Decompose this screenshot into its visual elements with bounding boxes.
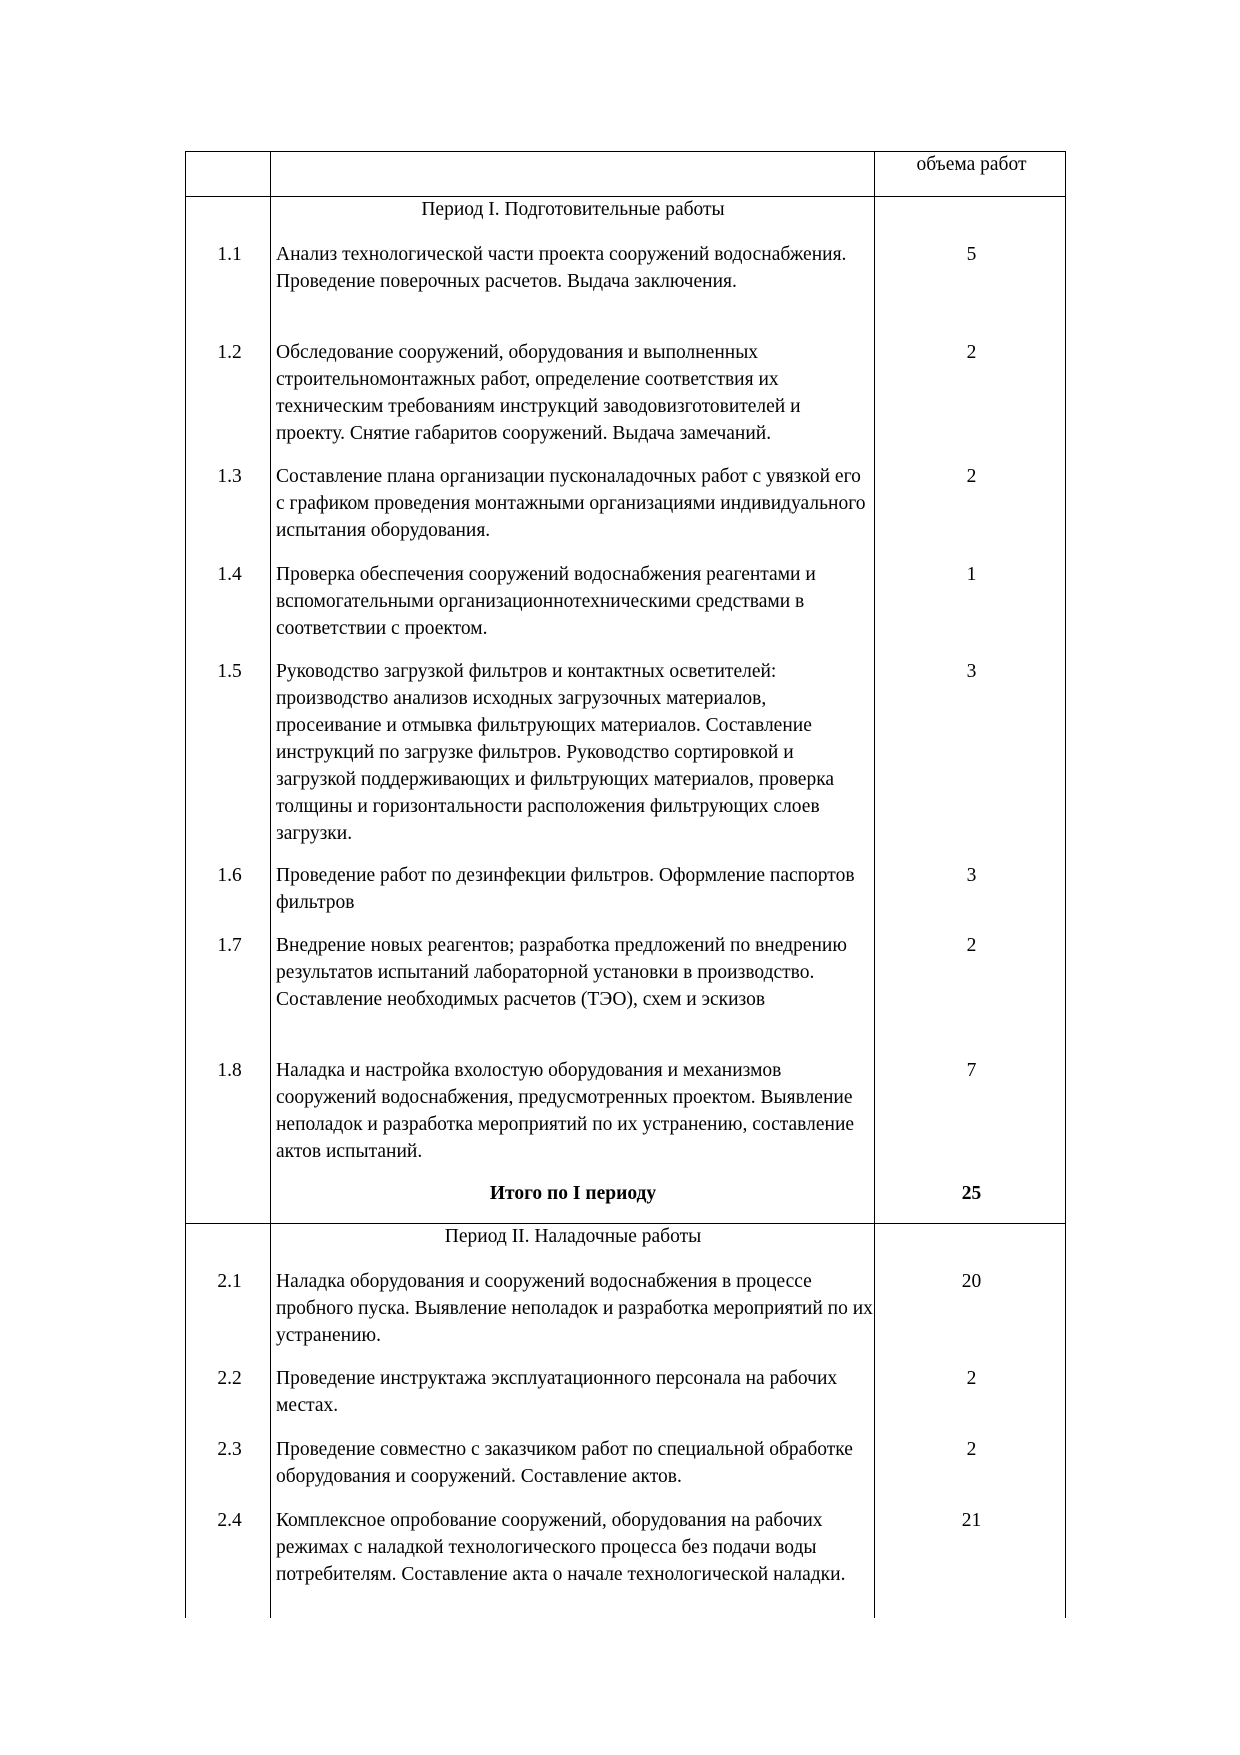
row-description: Проведение работ по дезинфекции фильтров. Оформление паспортов фильтров bbox=[276, 865, 855, 913]
row-description: Внедрение новых реагентов; разработка предложений по внедрению результатов испытаний лабораторной установки в производство. Составление необходимых расчетов (ТЭО), схем и эскизов bbox=[276, 935, 847, 1010]
row-number: 2.2 bbox=[217, 1368, 242, 1389]
border-col2 bbox=[874, 1223, 875, 1268]
row-description: Составление плана организации пусконаладочных работ с увязкой его с графиком проведения монтажными организациями индивидуального испытания оборудования. bbox=[276, 466, 866, 541]
row-number: 2.4 bbox=[217, 1510, 242, 1531]
row-value: 2 bbox=[966, 342, 977, 363]
row-value: 7 bbox=[966, 1060, 977, 1081]
total-label: Итого по I периоду bbox=[489, 1183, 657, 1204]
row-value: 21 bbox=[961, 1510, 982, 1531]
border-left bbox=[185, 1223, 186, 1268]
border-col1 bbox=[270, 1223, 271, 1268]
row-number: 1.7 bbox=[217, 935, 242, 956]
row-value: 3 bbox=[966, 865, 977, 886]
border-left bbox=[185, 196, 186, 241]
row-value: 2 bbox=[966, 1368, 977, 1389]
border-col2 bbox=[874, 241, 875, 1184]
border-col1 bbox=[270, 196, 271, 241]
row-number: 1.4 bbox=[217, 564, 242, 585]
row-description: Проверка обеспечения сооружений водоснабжения реагентами и вспомогательными организационнотехническими средствами в соответствии с проектом. bbox=[276, 564, 816, 639]
border-col2 bbox=[874, 196, 875, 241]
row-description: Проведение инструктажа эксплуатационного персонала на рабочих местах. bbox=[276, 1368, 838, 1416]
border-col2 bbox=[874, 1184, 875, 1223]
border-col2 bbox=[874, 1268, 875, 1618]
row-description: Комплексное опробование сооружений, оборудования на рабочих режимах с наладкой технологического процесса без подачи воды потребителям. Составление акта о начале технологической наладки. bbox=[276, 1510, 846, 1585]
row-number: 1.6 bbox=[217, 865, 242, 886]
row-description: Проведение совместно с заказчиком работ по специальной обработке оборудования и сооружений. Составление актов. bbox=[276, 1439, 853, 1487]
period1-title: Период I. Подготовительные работы bbox=[421, 199, 725, 220]
row-description: Наладка и настройка вхолостую оборудования и механизмов сооружений водоснабжения, предусмотренных проектом. Выявление неполадок и разработка мероприятий по их устранению, составление актов испытаний. bbox=[276, 1060, 855, 1162]
row-number: 1.5 bbox=[217, 661, 242, 682]
row-number: 2.3 bbox=[217, 1439, 242, 1460]
border-left bbox=[185, 151, 186, 197]
row-value: 20 bbox=[961, 1271, 982, 1292]
border-col2 bbox=[874, 151, 875, 197]
border-right bbox=[1065, 241, 1066, 1184]
row-number: 1.1 bbox=[217, 244, 242, 265]
row-value: 3 bbox=[966, 661, 977, 682]
border-right bbox=[1065, 1223, 1066, 1268]
border-right bbox=[1065, 196, 1066, 241]
period2-title: Период II. Наладочные работы bbox=[444, 1226, 702, 1247]
row-description: Обследование сооружений, оборудования и выполненных строительномонтажных работ, определение соответствия их техническим требованиям инструкций заводовизготовителей и проекту. Снятие габаритов сооружений. Выдача замечаний. bbox=[276, 342, 801, 444]
border-left bbox=[185, 241, 186, 1223]
border-left bbox=[185, 1268, 186, 1618]
row-value: 2 bbox=[966, 935, 977, 956]
row-value: 1 bbox=[966, 564, 977, 585]
row-description: Анализ технологической части проекта сооружений водоснабжения. Проведение поверочных расчетов. Выдача заключения. bbox=[276, 244, 847, 292]
row-number: 1.8 bbox=[217, 1060, 242, 1081]
border-col1 bbox=[270, 151, 271, 197]
column-header-volume: объема работ bbox=[916, 154, 1027, 175]
row-number: 2.1 bbox=[217, 1271, 242, 1292]
border-col1 bbox=[270, 1184, 271, 1223]
row-value: 2 bbox=[966, 466, 977, 487]
row-value: 2 bbox=[966, 1439, 977, 1460]
row-description: Руководство загрузкой фильтров и контактных осветителей: производство анализов исходных загрузочных материалов, просеивание и отмывка фильтрующих материалов. Составление инструкций по загрузке фильтров. Руководство сортировкой и загрузкой поддерживающих и фильтрующих материалов, проверка толщины и горизонтальности расположения фильтрующих слоев загрузки. bbox=[276, 661, 835, 844]
row-number: 1.3 bbox=[217, 466, 242, 487]
row-value: 5 bbox=[966, 244, 977, 265]
total-value: 25 bbox=[961, 1183, 982, 1204]
border-col1 bbox=[270, 241, 271, 1184]
row-number: 1.2 bbox=[217, 342, 242, 363]
row-description: Наладка оборудования и сооружений водоснабжения в процессе пробного пуска. Выявление неполадок и разработка мероприятий по их устранению. bbox=[276, 1271, 873, 1346]
